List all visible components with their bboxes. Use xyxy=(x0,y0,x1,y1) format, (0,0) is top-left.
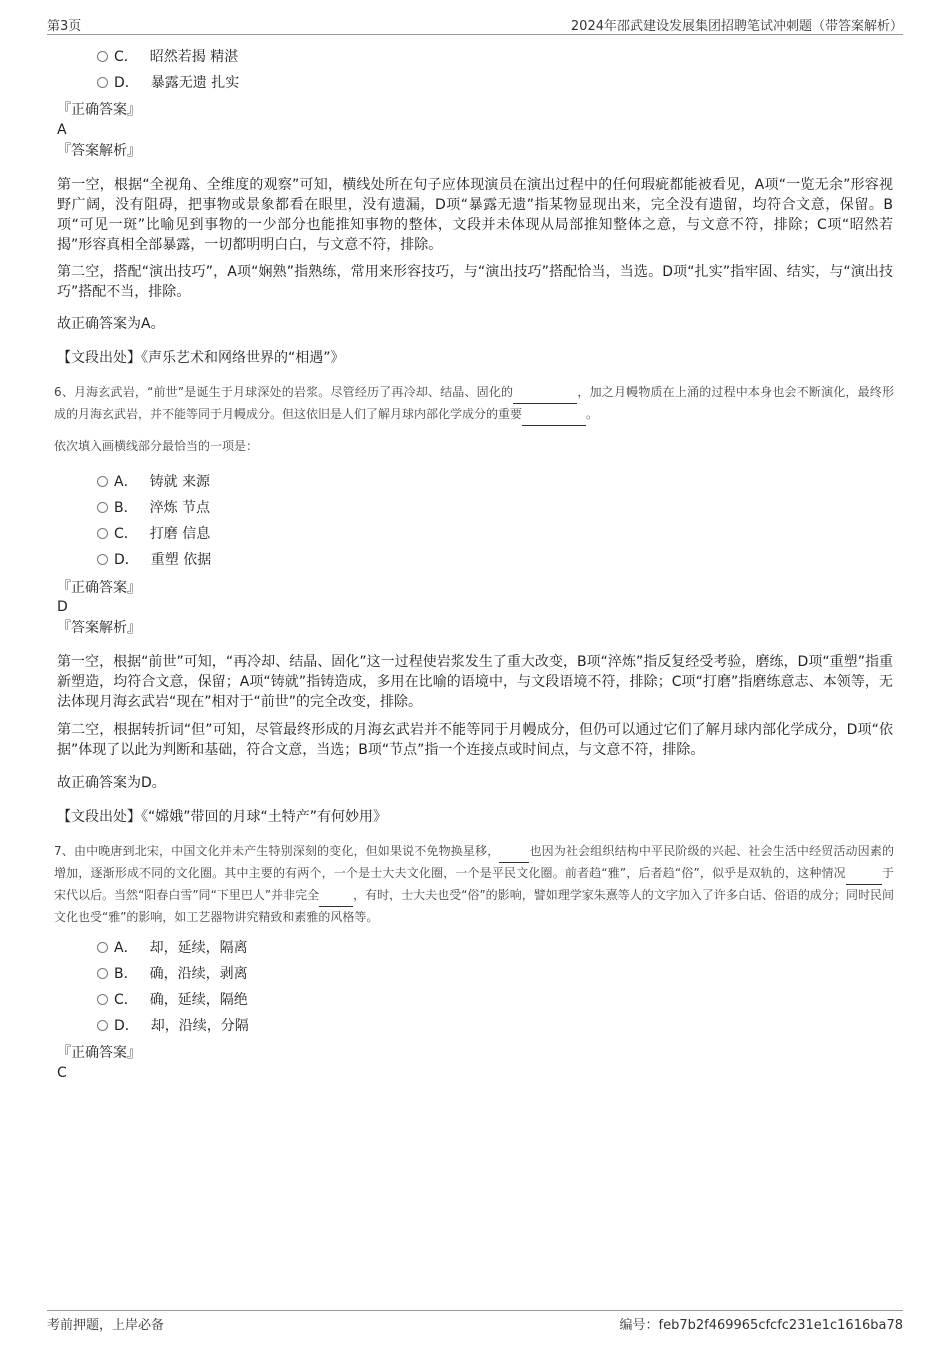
answer-label: 『正确答案』 xyxy=(57,102,141,118)
fill-blank xyxy=(513,382,577,404)
option-a[interactable]: A． 铸就 来源 xyxy=(97,472,210,492)
page-number: 第3页 xyxy=(47,19,82,34)
analysis-paragraph: 第二空，搭配“演出技巧”，A项“娴熟”指熟练，常用来形容技巧，与“演出技巧”搭配恰当，当选。D项“扎实”指牢固、结实，与“演出技巧”搭配不当，排除。 xyxy=(57,264,893,300)
document-code: 编号：feb7b2f469965cfcfc231e1c1616ba78 xyxy=(619,1318,903,1333)
option-c[interactable]: C． 昭然若揭 精湛 xyxy=(97,47,238,67)
option-a[interactable]: A． 却，延续，隔离 xyxy=(97,938,248,958)
radio-icon[interactable] xyxy=(97,528,108,539)
analysis-paragraph: 第一空，根据“前世”可知，“再冷却、结晶、固化”这一过程使岩浆发生了重大改变，B项“淬炼”指反复经受考验，磨练，D项“重塑”指重新塑造，均符合文意，保留；A项“铸就”指铸造成，多用在比喻的语境中，与文段语境不符，排除；C项“打磨”指磨练意志、本领等，无法体现月海玄武岩“现在”相对于“前世”的完全改变，排除。 xyxy=(57,654,893,710)
answer-label: 『正确答案』 xyxy=(57,580,141,596)
answer-label: 『正确答案』 xyxy=(57,1045,141,1061)
analysis-label: 『答案解析』 xyxy=(57,143,141,159)
fill-blank xyxy=(499,841,529,863)
fill-blank xyxy=(522,404,586,426)
option-b[interactable]: B． 淬炼 节点 xyxy=(97,498,210,518)
radio-icon[interactable] xyxy=(97,1020,108,1031)
radio-icon[interactable] xyxy=(97,77,108,88)
document-title: 2024年邵武建设发展集团招聘笔试冲刺题（带答案解析） xyxy=(570,19,903,34)
radio-icon[interactable] xyxy=(97,51,108,62)
source-citation: 【文段出处】《声乐艺术和网络世界的“相遇”》 xyxy=(57,350,345,366)
page-header xyxy=(47,14,903,35)
analysis-paragraph: 第一空，根据“全视角、全维度的观察”可知，横线处所在句子应体现演员在演出过程中的任何瑕疵都能被看见，A项“一览无余”形容视野广阔，没有阻碍，把事物或景象都看在眼里，没有遗漏，D项“暴露无遗”指某物显现出来，完全没有遗留，均符合文意，保留。B项“可见一斑”比喻见到事物的一少部分也能推知事物的整体，文段并未体现从局部推知整体之意，与文意不符，排除；C项“昭然若揭”形容真相全部暴露，一切都明明白白，与文意不符，排除。 xyxy=(57,177,893,253)
radio-icon[interactable] xyxy=(97,554,108,565)
question-6-stem: 6、月海玄武岩，“前世”是诞生于月球深处的岩浆。尽管经历了再冷却、结晶、固化的 ，加之月幔物质在上涌的过程中本身也会不断演化，最终形成的月海玄武岩，并不能等同于月幔成分。但这依旧是人们了解月球内部化学成分的重要 。 xyxy=(54,382,894,426)
page-footer xyxy=(47,1310,903,1333)
fill-blank xyxy=(319,885,353,907)
radio-icon[interactable] xyxy=(97,502,108,513)
option-b[interactable]: B． 确，沿续，剥离 xyxy=(97,964,248,984)
radio-icon[interactable] xyxy=(97,476,108,487)
option-d[interactable]: D． 却，沿续，分隔 xyxy=(97,1016,249,1036)
question-prompt: 依次填入画横线部分最恰当的一项是： xyxy=(54,439,259,453)
fill-blank xyxy=(846,863,882,885)
option-c[interactable]: C． 打磨 信息 xyxy=(97,524,210,544)
radio-icon[interactable] xyxy=(97,994,108,1005)
option-c[interactable]: C． 确，延续，隔绝 xyxy=(97,990,248,1010)
correct-answer: A xyxy=(57,122,67,138)
option-d[interactable]: D． 暴露无遗 扎实 xyxy=(97,73,239,93)
option-d[interactable]: D． 重塑 依据 xyxy=(97,550,211,570)
radio-icon[interactable] xyxy=(97,968,108,979)
analysis-label: 『答案解析』 xyxy=(57,620,141,636)
radio-icon[interactable] xyxy=(97,942,108,953)
footer-slogan: 考前押题，上岸必备 xyxy=(47,1318,165,1333)
analysis-conclusion: 故正确答案为D。 xyxy=(57,775,166,791)
source-citation: 【文段出处】《“嫦娥”带回的月球“土特产”有何妙用》 xyxy=(57,809,388,825)
analysis-conclusion: 故正确答案为A。 xyxy=(57,316,165,332)
correct-answer: D xyxy=(57,599,68,615)
question-7-stem: 7、由中晚唐到北宋，中国文化并未产生特别深刻的变化，但如果说不免物换星移， 也因为社会组织结构中平民阶级的兴起、社会生活中经贸活动因素的增加，逐渐形成不同的文化圈。其中主要的有两个，一个是士大夫文化圈，一个是平民文化圈。前者趋“雅”，后者趋“俗”，似乎是双轨的，这种情况 于宋代以后。当然“阳春白雪”同“下里巴人”并非完全 ，有时，士大夫也受“俗”的影响，譬如理学家朱熹等人的文字加入了许多白话、俗语的成分；同时民间文化也受“雅”的影响，如工艺器物讲究精致和素雅的风格等。 xyxy=(54,841,894,928)
analysis-paragraph: 第二空，根据转折词“但”可知，尽管最终形成的月海玄武岩并不能等同于月幔成分，但仍可以通过它们了解月球内部化学成分，D项“依据”体现了以此为判断和基础，符合文意，当选；B项“节点”指一个连接点或时间点，与文意不符，排除。 xyxy=(57,722,893,758)
correct-answer: C xyxy=(57,1065,67,1081)
